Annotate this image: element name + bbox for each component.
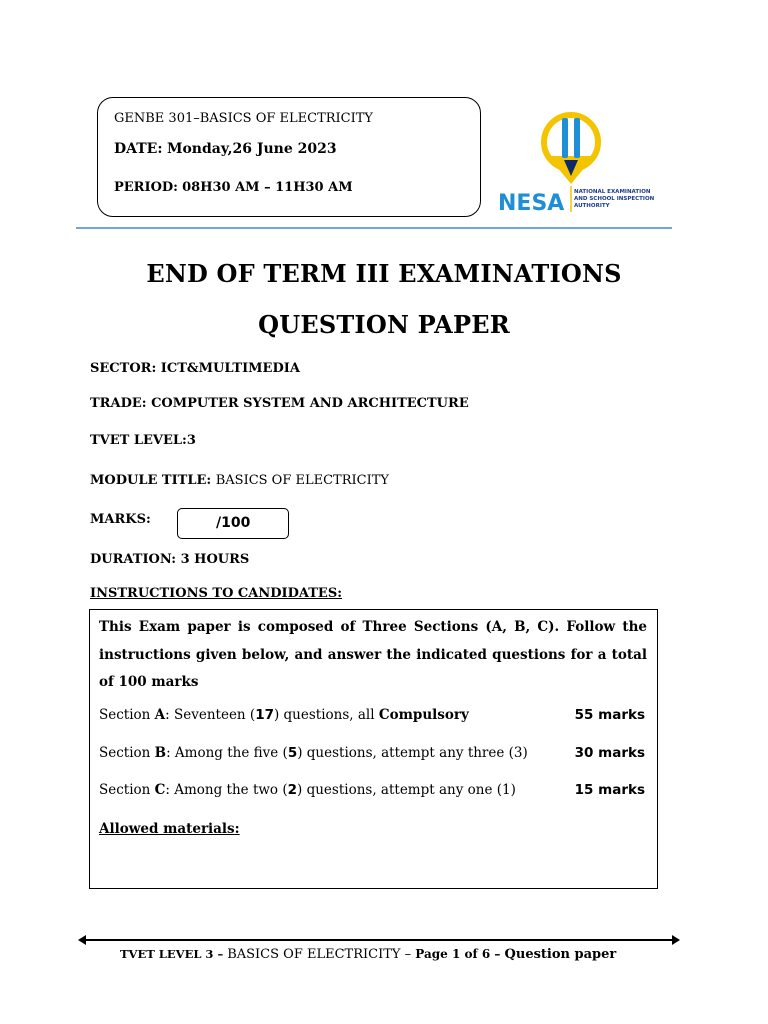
marks-score-box: /100	[177, 508, 289, 539]
nesa-logo-icon	[496, 104, 666, 216]
trade-field: TRADE: COMPUTER SYSTEM AND ARCHITECTURE	[90, 396, 469, 411]
instructions-box	[89, 609, 658, 889]
section-a-marks: 55 marks	[574, 707, 645, 723]
tvet-level-field: TVET LEVEL:3	[90, 433, 196, 448]
footer-rule	[80, 939, 678, 941]
arrow-left-icon	[78, 935, 86, 945]
section-c-marks: 15 marks	[574, 782, 645, 798]
exam-title: END OF TERM III EXAMINATIONS	[146, 259, 622, 288]
section-b-marks: 30 marks	[574, 745, 645, 761]
logo-wordmark: NESA	[498, 191, 565, 216]
duration-field: DURATION: 3 HOURS	[90, 552, 250, 567]
header-divider	[76, 227, 672, 229]
exam-period: PERIOD: 08H30 AM – 11H30 AM	[114, 180, 353, 195]
svg-text:NATIONAL EXAMINATION: NATIONAL EXAMINATION	[574, 189, 651, 195]
instructions-intro: This Exam paper is composed of Three Sections (A, B, C). Follow the instructions given below, and answer the indicated questions for a total of 100 marks	[99, 619, 647, 690]
instructions-heading: INSTRUCTIONS TO CANDIDATES:	[90, 586, 343, 601]
svg-text:AND SCHOOL INSPECTION: AND SCHOOL INSPECTION	[574, 196, 655, 202]
section-b-row: Section B: Among the five (5) questions, attempt any three (3) 30 marks	[99, 745, 645, 761]
section-a-row: Section A: Seventeen (17) questions, all Compulsory 55 marks	[99, 707, 645, 723]
course-code: GENBE 301–BASICS OF ELECTRICITY	[114, 111, 374, 126]
marks-label: MARKS:	[90, 512, 151, 527]
exam-date: DATE: Monday,26 June 2023	[114, 141, 337, 157]
exam-header-box	[97, 97, 481, 217]
section-c-row: Section C: Among the two (2) questions, attempt any one (1) 15 marks	[99, 782, 645, 798]
paper-type-title: QUESTION PAPER	[258, 310, 510, 339]
module-title-field: MODULE TITLE: BASICS OF ELECTRICITY	[90, 473, 389, 488]
arrow-right-icon	[672, 935, 680, 945]
nesa-logo	[496, 104, 666, 216]
page-footer: TVET LEVEL 3 – BASICS OF ELECTRICITY – Page 1 of 6 – Question paper	[120, 947, 617, 962]
sector-field: SECTOR: ICT&MULTIMEDIA	[90, 361, 300, 376]
allowed-materials-label: Allowed materials:	[99, 821, 240, 837]
svg-text:AUTHORITY: AUTHORITY	[574, 203, 610, 209]
